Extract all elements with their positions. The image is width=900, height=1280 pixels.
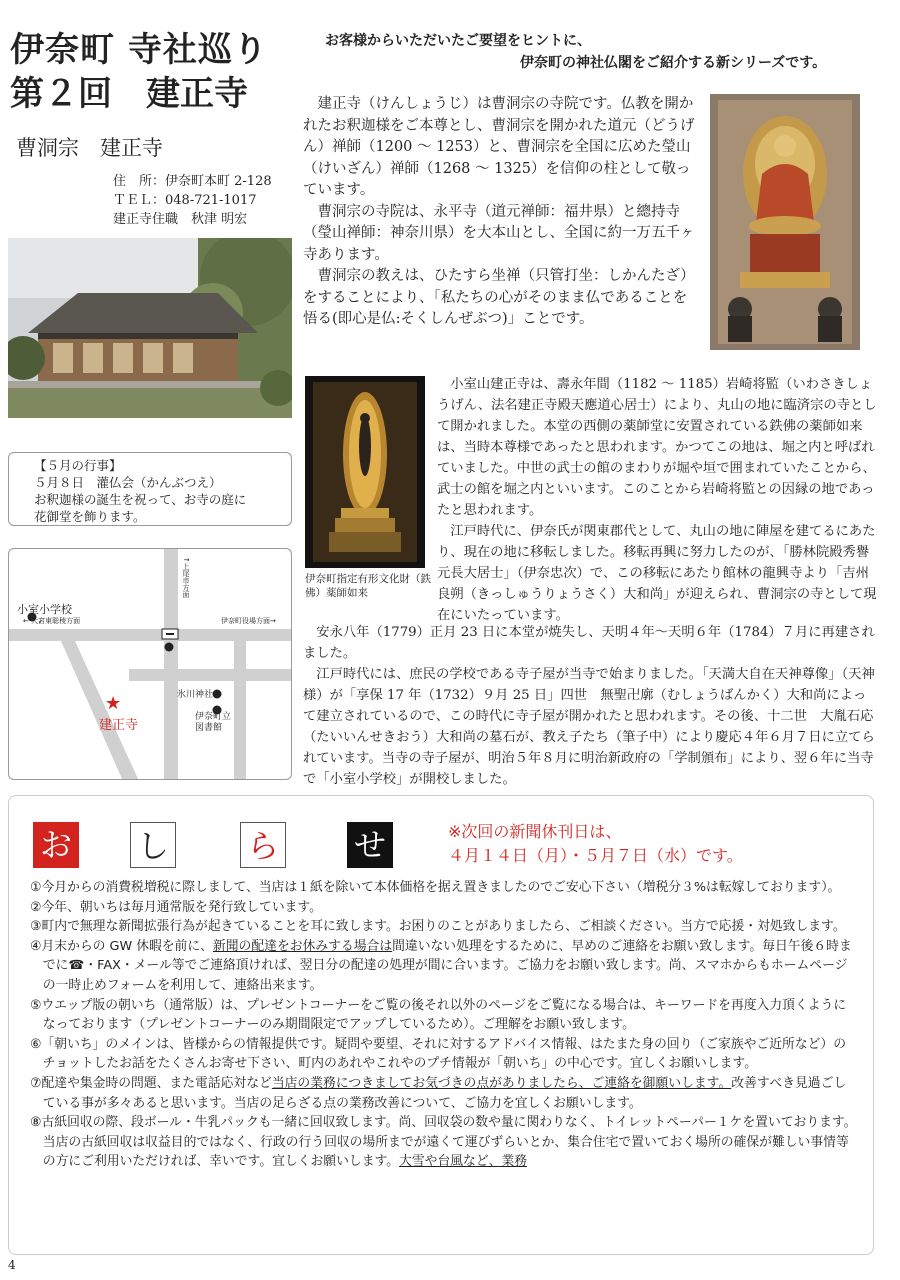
intro-line-1: お客様からいただいたご要望をヒントに、 xyxy=(325,33,591,49)
map-library-label xyxy=(195,712,231,734)
notice-char-se: せ xyxy=(347,822,393,868)
article-paragraph: 曹洞宗の寺院は、永平寺（道元禅師：福井県）と總持寺（瑩山禅師：神奈川県）を大本山とし、全国に約一万五千ヶ寺あります。 xyxy=(303,203,695,263)
notice-text: 改善すべき見過ごしている事が多々あると思います。当店の足らざる点の業務改善について、ご協力を宜しくお願いします。 xyxy=(42,1075,847,1111)
article-paragraph: 江戸時代には、庶民の学校である寺子屋が当寺で始まりました。「天満大自在天神尊像」（天神様）が「享保 17 年（1732）９月 25 日」四世 無聖卍廓（むしょうばんかく）大和尚によって建立されているので、この時代に寺子屋が開かれたと思われます。その後、十二世 大胤石応（たいいんせきおう）大和尚の墓石が、教え子たち（筆子中）により慶応４年６月７日に立てられています。当寺の寺子屋が、明治５年８月に明治新政府の「学制頒布」により、翌６年に当寺で「小室小学校」が開校しました。 xyxy=(303,667,875,787)
event-box xyxy=(8,452,292,526)
notice-text: ⑦配達や集金時の問題、また電話応対など xyxy=(30,1075,272,1091)
notice-text: 間違いない処理をするために、早めのご連絡をお願い致します。毎日午後６時までに☎・FAX・メール等でご連絡頂ければ、翌日分の配達の処理が間に合います。ご協力をお願い致します。尚、スマホからもホームページの一時止めフォームを利用して、連絡出来ます。 xyxy=(42,938,852,993)
temple-tel: ＴＥＬ：048-721-1017 xyxy=(113,193,257,208)
closure-notice xyxy=(448,820,743,868)
access-map xyxy=(8,548,292,780)
map-library-line-2: 図書館 xyxy=(195,723,223,733)
map-direction-office: 伊奈町役場方面→ xyxy=(221,617,276,625)
temple-address: 住 所：伊奈町本町 2-128 xyxy=(113,174,272,189)
notice-item: ⑤ウエップ版の朝いち（通常版）は、プレゼントコーナーをご覧の後それ以外のページをご覧になる場合は、キーワードを再度入力頂くようになっております（プレゼントコーナーのみ期間限定でアップしているため）。ご理解をお願い致します。 xyxy=(30,997,847,1033)
article-paragraph: 安永八年（1779）正月 23 日に本堂が焼失し、天明４年〜天明６年（1784）７月に再建されました。 xyxy=(303,625,875,661)
notice-char-shi: し xyxy=(130,822,176,868)
notice-item: ③町内で無理な新聞拡張行為が起きていることを耳に致します。お困りのことがありましたら、ご相談ください。当方で応援・対処致します。 xyxy=(30,919,846,935)
buddha-painting xyxy=(710,94,860,350)
event-heading: 【５月の行事】 xyxy=(34,458,122,473)
closure-line-1: ※次回の新聞休刊日は、 xyxy=(448,822,622,841)
notice-item xyxy=(30,937,858,996)
closure-line-2: ４月１４日（月）・５月７日（水）です。 xyxy=(448,846,743,865)
event-desc-2: 花御堂を飾ります。 xyxy=(34,509,146,524)
event-desc-1: お釈迦様の誕生を祝って、お寺の庭に xyxy=(34,492,247,507)
article-paragraph: 建正寺（けんしょうじ）は曹洞宗の寺院です。仏教を開かれたお釈迦様をご本尊とし、曹洞宗を開かれた道元（どうげん）禅師（1200 〜 1253）と、曹洞宗を全国に広めた瑩山（けいざん）禅師（1268 〜 1325）を信仰の柱として敬っています。 xyxy=(303,96,695,198)
notice-underlined-text: 大雪や台風など、業務 xyxy=(399,1154,528,1170)
series-title: 伊奈町 寺社巡り xyxy=(10,30,268,70)
article-title: 第２回 建正寺 xyxy=(10,74,248,114)
article-paragraph: 江戸時代に、伊奈氏が関東郡代として、丸山の地に陣屋を建てるにあたり、現在の地に移転しました。移転再興に努力したのが、「勝林院殿秀譽元長大居士」（伊奈忠次）で、この移転にあたり館林の龍興寺より「吉州良朔（きっしゅうりょうさく）大和尚」が迎えられ、曹洞宗の寺として現在にいたっています。 xyxy=(437,524,877,623)
map-temple-label: 建正寺 xyxy=(99,718,139,733)
notice-char-ra: ら xyxy=(240,822,286,868)
notice-text: ⑧古紙回収の際、段ボール・牛乳パックも一緒に回収致します。尚、回収袋の数や量に関わりなく、トイレットペーパー１ケを置いております。当店の古紙回収は収益目的ではなく、行政の行う回収の場所までが遠くて運びずらいとか、集合住宅で置いておく場所の確保が難しい事情等の方にご利用いただければ、幸いです。宜しくお願いします。 xyxy=(30,1115,857,1170)
map-library-line-1: 伊奈町立 xyxy=(195,712,232,722)
map-school-label: 小室小学校 xyxy=(17,603,72,616)
temple-priest: 建正寺住職 秋津 明宏 xyxy=(113,212,248,227)
temple-star-icon: ★ xyxy=(105,693,122,714)
temple-info xyxy=(113,172,272,229)
notice-item: ②今年、朝いちは毎月通常版を発行致しています。 xyxy=(30,899,322,915)
map-direction-omiya: ← 大宮東聡稜方面 xyxy=(23,617,81,625)
statue-caption: 伊奈町指定有形文化財（鉄佛）薬師如来 xyxy=(305,573,431,599)
article-paragraph: 曹洞宗の教えは、ひたすら坐禅（只管打坐：しかんたざ）をすることにより、「私たちの心がそのまま仏であることを悟る(即心是仏:そくしんぜぶつ)」ことです。 xyxy=(303,268,695,327)
yakushi-statue-photo xyxy=(305,376,425,568)
map-direction-kamio: ↑上尾市方面 xyxy=(182,557,190,598)
notice-item xyxy=(30,1074,858,1113)
article-intro xyxy=(303,94,699,331)
notice-underlined-text: 当店の業務につきましてお気づきの点がありましたら、ご連絡を御願いします。 xyxy=(271,1075,732,1091)
temple-name: 曹洞宗 建正寺 xyxy=(16,136,163,160)
notice-text: ④月末からの GW 休暇を前に、 xyxy=(30,938,213,954)
notice-underlined-text: 新聞の配達をお休みする場合は xyxy=(212,938,393,954)
map-shrine-label: 氷川神社 xyxy=(177,690,214,700)
article-history-2 xyxy=(303,622,877,790)
temple-photo xyxy=(8,238,292,418)
notice-item xyxy=(30,1113,858,1172)
page-number: 4 xyxy=(8,1258,16,1272)
notice-char-o: お xyxy=(33,822,79,868)
event-date: ５月８日 灌仏会（かんぶつえ） xyxy=(34,475,222,490)
notice-item: ⑥「朝いち」のメインは、皆様からの情報提供です。疑問や要望、それに対するアドバイス情報、はたまた身の回り（ご家族やご近所など）のチョットしたお話をたくさんお寄せ下さい、町内のあれやこれやのプチ情報が「朝いち」の中心です。宜しくお願いします。 xyxy=(30,1036,847,1072)
intro-line-2: 伊奈町の神社仏閣をご紹介する新シリーズです。 xyxy=(520,55,827,71)
article-paragraph: 小室山建正寺は、壽永年間（1182 〜 1185）岩崎将監（いわさきしょうげん、法名建正寺殿天應道心居士）により、丸山の地に臨済宗の寺として開かれました。本堂の西側の薬師堂に安置されている鉄佛の薬師如来は、当時本尊様であったと思われます。かつてこの地は、堀之内と呼ばれていました。中世の武士の館のまわりが堀や垣で囲まれていたことから、武士の館を堀之内といいます。このことから岩崎将監との因縁の地であったと思われます。 xyxy=(437,377,877,518)
notice-item: ①今月からの消費税増税に際しまして、当店は１紙を除いて本体価格を据え置きましたのでご安心下さい（増税分３%は転嫁しております）。 xyxy=(30,880,841,895)
article-history xyxy=(437,374,877,626)
notice-list xyxy=(30,878,858,1172)
